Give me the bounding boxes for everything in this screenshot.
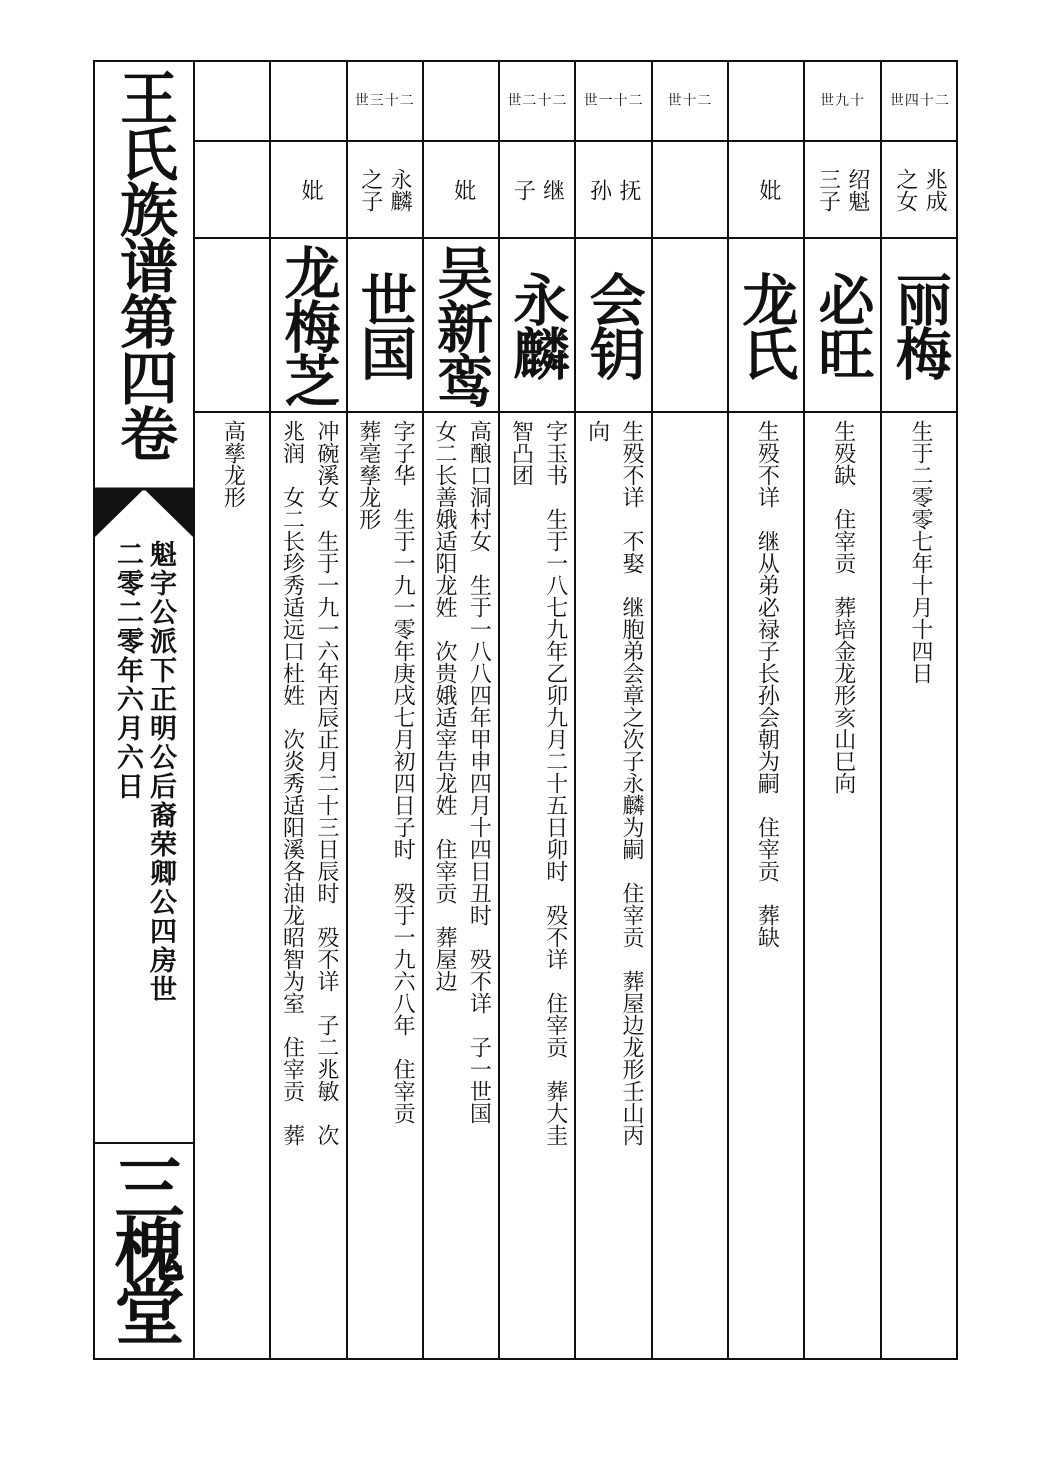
biography-text: 生于二零零七年十月十四日 [908,420,934,684]
person-name: 必旺 [809,271,876,379]
person-name: 吴新鸾 [428,244,495,406]
biography-text: 葬亳孳龙形 [355,420,381,530]
relation-label: 永麟 [387,167,413,212]
biography-text: 字子华 生于一九一零年庚戌七月初四日子时 殁于一九六八年 住宰贡 [390,420,416,1124]
person-name: 世国 [351,271,418,379]
relation-label: 之子 [357,167,383,212]
person-column [805,62,881,1358]
relation-label: 抚 [615,178,641,201]
relation-label: 子 [510,178,536,201]
genealogy-page [93,60,958,1360]
relation-label: 孙 [586,178,612,201]
biography-text: 高孳龙形 [220,420,246,508]
person-name: 龙梅芝 [275,244,342,406]
spine-title-box [95,62,193,487]
relation-label: 绍魁 [844,167,870,212]
biography-text: 生殁不详 继从弟必禄子长孙会朝为嗣 住宰贡 葬缺 [754,420,780,948]
person-column [577,62,653,1358]
relation-label: 之女 [892,167,918,212]
date-subtitle: 二零二零年六月六日 [112,540,143,801]
biography-text: 生殁不详 不娶 继胞弟会章之次子永麟为嗣 住宰贡 葬屋边龙形壬山丙 [619,420,645,1146]
generation-label: 世十二 [667,93,713,109]
person-column [271,62,347,1358]
relation-label: 兆成 [922,167,948,212]
person-column [424,62,500,1358]
relation-label: 妣 [298,178,324,201]
person-name: 丽梅 [886,271,953,379]
genealogy-grid [195,62,958,1358]
biography-text: 兆润 女二长珍秀适远口杜姓 次炎秀适阳溪各油龙昭智为室 住宰贡 葬 [279,420,305,1146]
person-column [653,62,729,1358]
relation-label: 妣 [755,178,781,201]
person-name: 永麟 [504,271,571,379]
person-name: 会钥 [580,271,647,379]
spine-panel [95,62,195,1358]
relation-label: 妣 [450,178,476,201]
biography-text: 智凸团 [508,420,534,486]
fishtail-ornament [95,487,193,547]
biography-text: 高酿口洞村女 生于一八八四年甲申四月十四日丑时 殁不详 子一世国 [466,420,492,1124]
generation-label: 世九十 [820,93,866,109]
relation-label: 继 [539,178,565,201]
person-column [348,62,424,1358]
biography-text: 冲碗溪女 生于一九一六年丙辰正月二十三日辰时 殁不详 子二兆敏 次 [313,420,339,1146]
person-column [882,62,958,1358]
book-title: 王氏族谱第四卷 [110,68,178,460]
hall-name: 三槐堂 [103,1152,186,1338]
hall-name-box [95,1142,193,1362]
biography-text: 生殁缺 住宰贡 葬培金龙形亥山巳向 [830,420,856,794]
lineage-subtitle: 魁字公派下正明公后裔荣卿公四房世 [145,540,176,1004]
biography-text: 女二长善娥适阳龙姓 次贵娥适宰告龙姓 住宰贡 葬屋边 [432,420,458,992]
generation-label: 世四十二 [889,93,950,109]
generation-label: 世二十二 [507,93,568,109]
person-column [729,62,805,1358]
generation-label: 世一十二 [583,93,644,109]
person-column [195,62,271,1358]
biography-text: 字玉书 生于一八七九年乙卯九月二十五日卯时 殁不详 住宰贡 葬大圭 [542,420,568,1146]
relation-label: 三子 [815,167,841,212]
person-name: 龙氏 [733,271,800,379]
person-column [500,62,576,1358]
biography-text: 向 [584,420,610,442]
generation-label: 世三十二 [354,93,415,109]
spine-subtitle [95,540,193,1140]
